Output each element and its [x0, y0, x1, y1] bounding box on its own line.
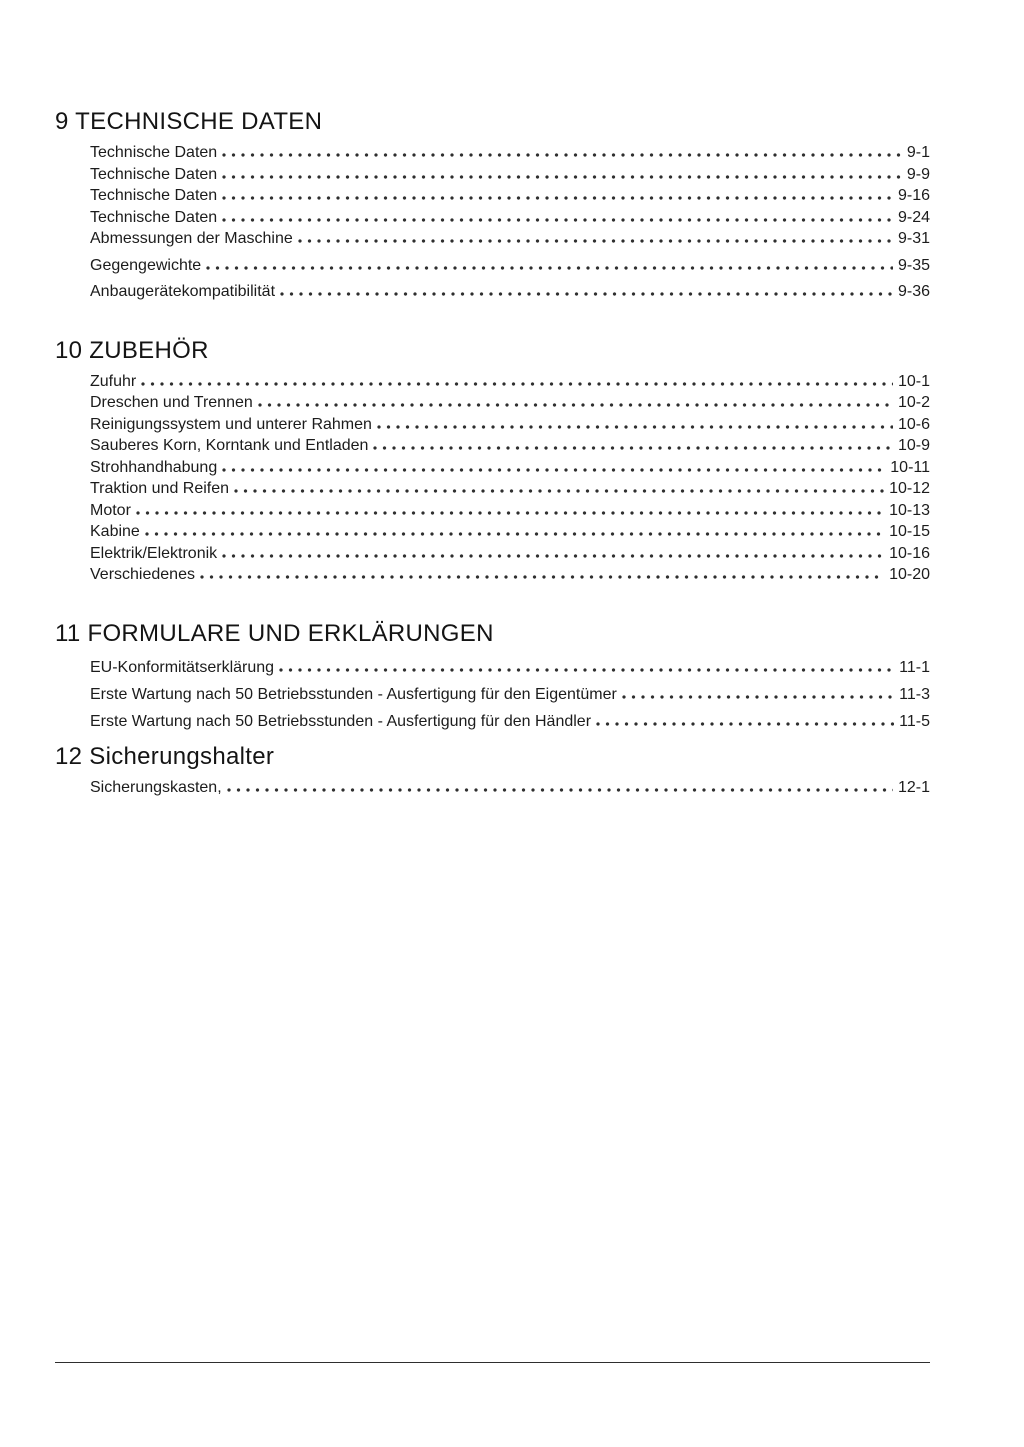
toc-section-10 [55, 337, 930, 586]
dot-leader [141, 382, 893, 386]
toc-entry-title: Anbaugerätekompatibilität [90, 283, 276, 300]
section-heading: 11 FORMULARE UND ERKLÄRUNGEN [55, 619, 494, 647]
dot-leader [596, 722, 894, 726]
toc-entry-page: 9-31 [897, 230, 930, 247]
toc-entry-page: 12-1 [897, 778, 930, 796]
toc-entry [90, 255, 930, 277]
toc-entry [90, 478, 930, 500]
toc-entry-title: Technische Daten [90, 144, 218, 161]
toc-entry [90, 164, 930, 186]
dot-leader [373, 446, 893, 450]
toc-entry-title: Kabine [90, 523, 140, 540]
dot-leader [622, 695, 894, 699]
section-heading: 9 TECHNISCHE DATEN [55, 108, 323, 135]
toc-section-12 [55, 743, 930, 799]
toc-entry [90, 543, 930, 565]
toc-entry-title: Verschiedenes [90, 566, 195, 583]
toc-entry [90, 371, 930, 393]
toc-entry-page: 11-1 [899, 658, 930, 676]
dot-leader [222, 468, 885, 472]
dot-leader [280, 292, 893, 296]
toc-entry-title: Technische Daten [90, 208, 218, 226]
toc-entry [90, 681, 930, 708]
toc-entry [90, 228, 930, 250]
toc-entry-page: 10-13 [889, 501, 930, 519]
toc-entry-page: 9-36 [897, 283, 930, 300]
toc-entry-title: Dreschen und Trennen [90, 394, 253, 411]
toc-entry-page: 10-20 [889, 566, 930, 583]
toc-entry-page: 9-1 [906, 144, 930, 161]
toc-entry-title: Technische Daten [90, 187, 218, 204]
dot-leader [136, 511, 884, 515]
toc-entry-page: 10-11 [890, 458, 930, 476]
toc-entry-title: Motor [90, 501, 131, 519]
toc-entry-page: 9-35 [897, 256, 930, 274]
toc-entry [90, 500, 930, 522]
toc-entry-page: 9-16 [897, 187, 930, 204]
toc-entry [90, 207, 930, 229]
toc-entry [90, 392, 930, 414]
toc-entry-title: Elektrik/Elektronik [90, 544, 218, 562]
dot-leader [222, 175, 902, 179]
dot-leader [258, 403, 893, 407]
toc-entry-page: 10-16 [889, 544, 930, 562]
dot-leader [222, 218, 893, 222]
section-heading: 12 Sicherungshalter [55, 742, 275, 770]
dot-leader [222, 153, 902, 157]
dot-leader [298, 239, 893, 243]
footer-divider [55, 1362, 930, 1363]
toc-entry-page: 9-24 [897, 208, 930, 226]
dot-leader [145, 532, 884, 536]
toc-entry [90, 142, 930, 164]
dot-leader [279, 668, 894, 672]
toc-entry [90, 654, 930, 681]
section-heading: 10 ZUBEHÖR [55, 336, 209, 364]
toc-entry-title: Gegengewichte [90, 256, 202, 274]
toc-entry [90, 414, 930, 436]
toc-entry [90, 435, 930, 457]
toc-entry [90, 185, 930, 207]
toc-entry-page: 10-1 [897, 372, 930, 390]
toc-entry [90, 457, 930, 479]
section-entries [55, 777, 930, 799]
toc-entry [90, 281, 930, 303]
toc-entry-page: 10-12 [889, 480, 930, 497]
toc-entry [90, 521, 930, 543]
section-entries [55, 142, 930, 303]
toc-entry-title: Erste Wartung nach 50 Betriebsstunden - Ausfertigung für den Händler [90, 712, 592, 730]
toc-entry-page: 11-3 [899, 685, 930, 703]
toc-entry-title: Traktion und Reifen [90, 480, 230, 497]
toc-entry-title: Sicherungskasten, [90, 778, 222, 796]
toc-entry-title: Strohhandhabung [90, 458, 218, 476]
dot-leader [222, 554, 884, 558]
toc-entry-title: Abmessungen der Maschine [90, 230, 293, 247]
toc-entry-page: 10-15 [889, 523, 930, 540]
dot-leader [377, 425, 893, 429]
section-entries [55, 654, 930, 735]
toc-entry-title: Sauberes Korn, Korntank und Entladen [90, 437, 369, 454]
toc-entry-title: Erste Wartung nach 50 Betriebsstunden - Ausfertigung für den Eigentümer [90, 685, 617, 703]
toc-entry-page: 10-2 [897, 394, 930, 411]
dot-leader [206, 266, 893, 270]
dot-leader [222, 196, 893, 200]
toc-section-11 [55, 620, 930, 735]
toc-entry-page: 10-9 [897, 437, 930, 454]
dot-leader [234, 489, 884, 493]
section-entries [55, 371, 930, 586]
toc-entry [90, 708, 930, 735]
toc-entry-title: Technische Daten [90, 165, 218, 183]
toc-entry-page: 9-9 [906, 165, 930, 183]
toc-entry-page: 10-6 [897, 415, 930, 433]
toc-entry-title: Zufuhr [90, 372, 137, 390]
toc-entry [90, 564, 930, 586]
toc-entry [90, 777, 930, 799]
toc-section-9 [55, 108, 930, 303]
dot-leader [227, 788, 893, 792]
toc-entry-title: EU-Konformitätserklärung [90, 658, 275, 676]
dot-leader [200, 575, 884, 579]
toc-entry-page: 11-5 [899, 712, 930, 730]
toc-entry-title: Reinigungssystem und unterer Rahmen [90, 415, 372, 433]
